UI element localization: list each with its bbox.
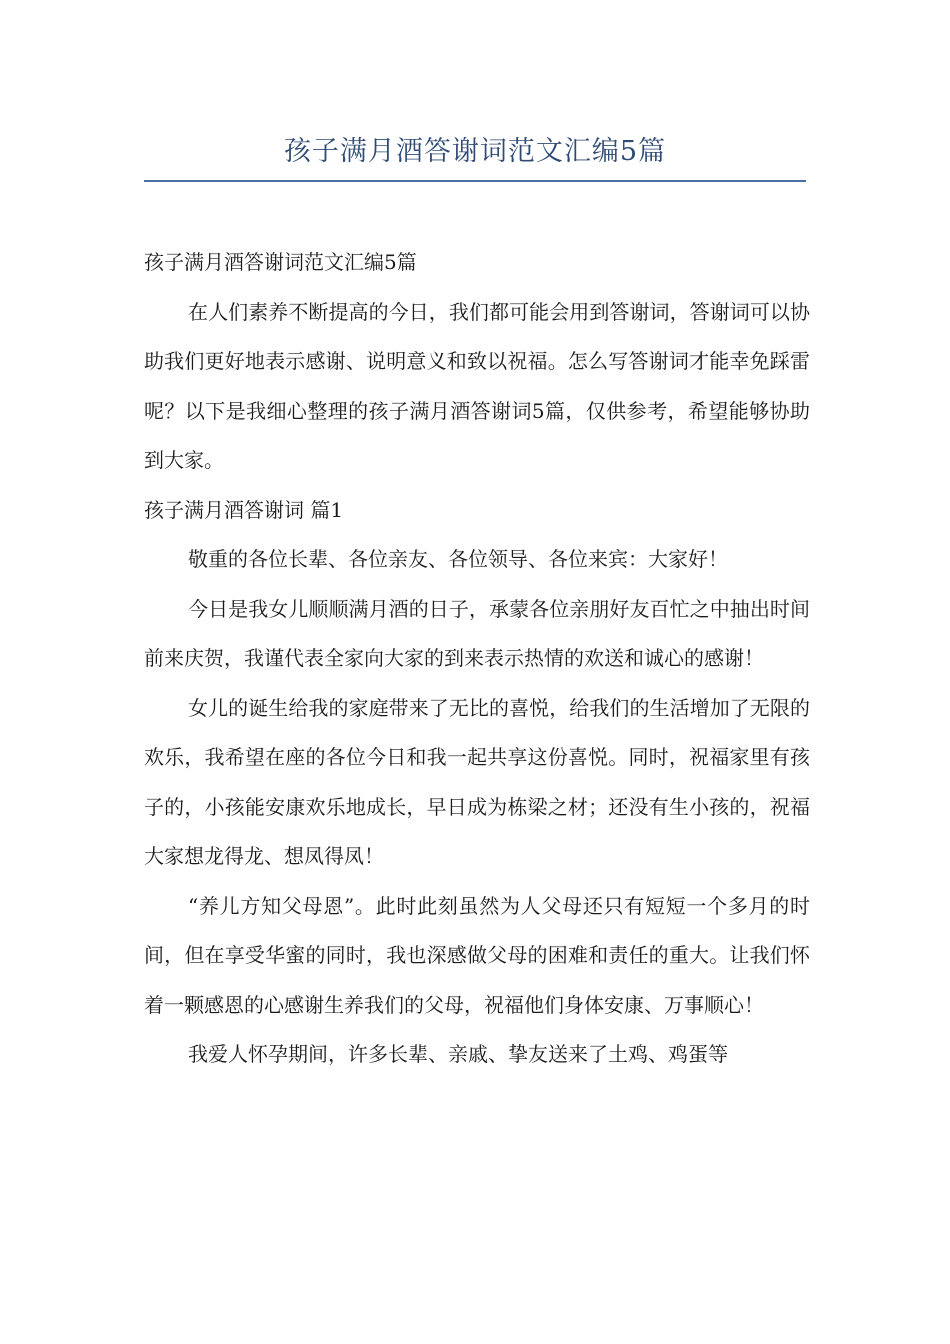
paragraph-4: “养儿方知父母恩”。此时此刻虽然为人父母还只有短短一个多月的时间，但在享受华蜜的同时，我也深感做父母的困难和责任的重大。让我们怀着一颗感恩的心感谢生养我们的父母，祝福他们身体安康、万事顺心！ [144,893,810,1017]
paragraph-3: 女儿的诞生给我的家庭带来了无比的喜悦，给我们的生活增加了无限的欢乐，我希望在座的各位今日和我一起共享这份喜悦。同时，祝福家里有孩子的，小孩能安康欢乐地成长，早日成为栋梁之材；还没有生小孩的，祝福大家想龙得龙、想凤得凤！ [144,695,810,868]
document-title: 孩子满月酒答谢词范文汇编5篇 [283,136,667,167]
section-heading-1: 孩子满月酒答谢词 篇1 [144,497,344,522]
paragraph-2: 今日是我女儿顺顺满月酒的日子，承蒙各位亲朋好友百忙之中抽出时间前来庆贺，我谨代表全家向大家的到来表示热情的欢送和诚心的感谢！ [144,596,810,670]
paragraph-greeting: 敬重的各位长辈、各位亲友、各位领导、各位来宾：大家好！ [188,547,728,571]
document-subtitle: 孩子满月酒答谢词范文汇编5篇 [144,250,417,274]
intro-paragraph: 在人们素养不断提高的今日，我们都可能会用到答谢词，答谢词可以协助我们更好地表示感谢、说明意义和致以祝福。怎么写答谢词才能幸免踩雷呢？以下是我细心整理的孩子满月酒答谢词5篇，仅供参考，希望能够协助到大家。 [144,299,810,472]
paragraph-5: 我爱人怀孕期间，许多长辈、亲戚、挚友送来了土鸡、鸡蛋等 [188,1042,728,1066]
title-underline [144,180,806,182]
document-body [144,238,810,1080]
